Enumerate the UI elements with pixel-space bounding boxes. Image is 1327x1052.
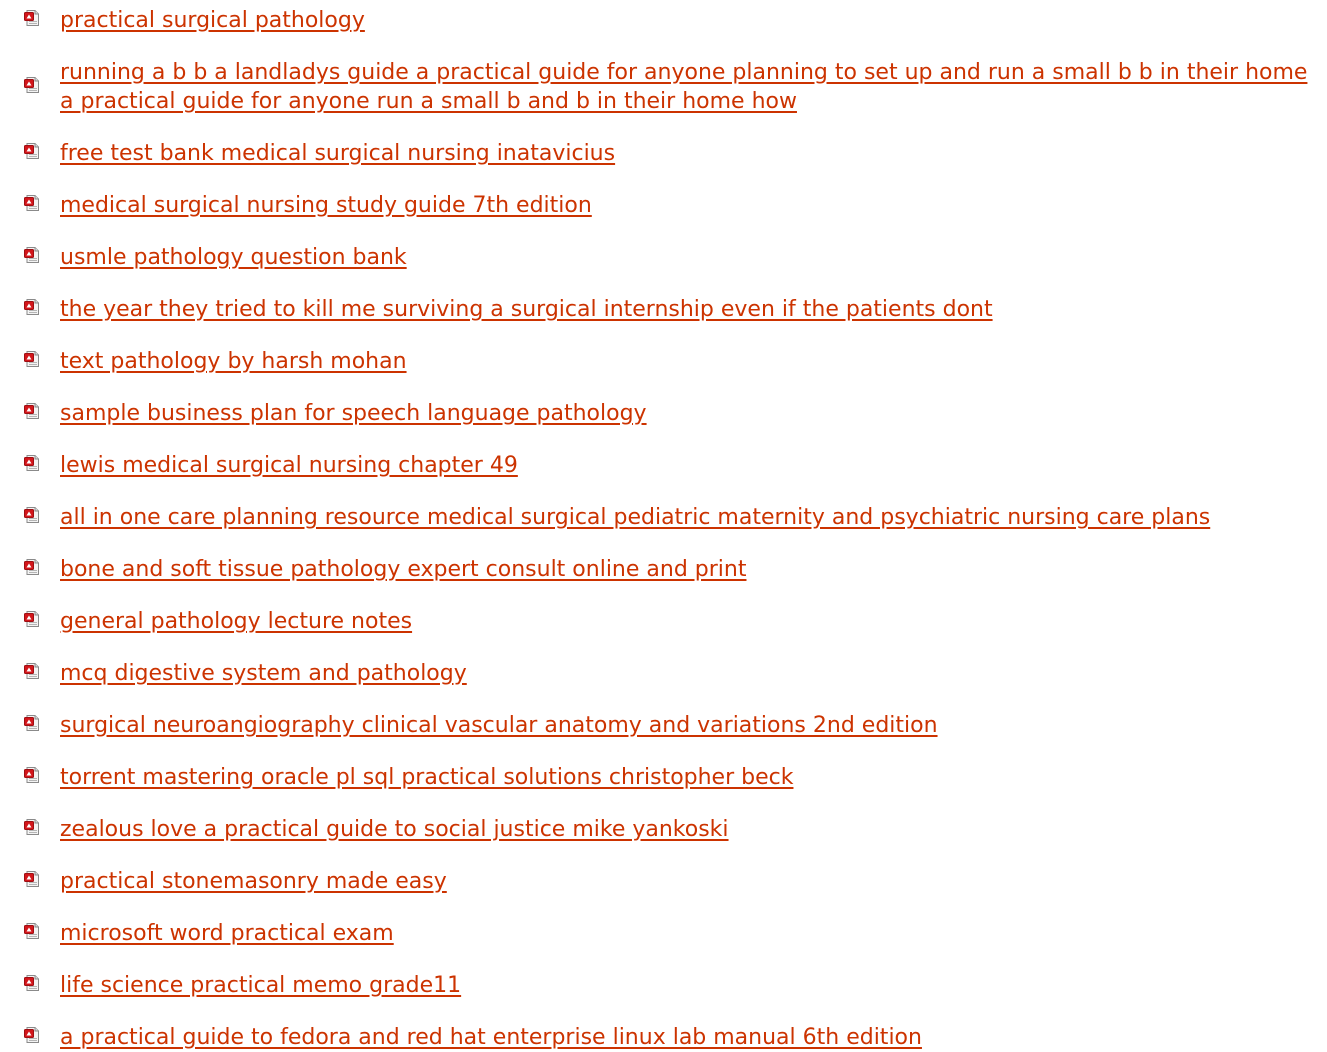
list-item [0, 6, 1327, 35]
list-item [0, 503, 1327, 532]
list-item [0, 659, 1327, 688]
document-link[interactable]: surgical neuroangiography clinical vascular anatomy and variations 2nd edition [60, 713, 938, 738]
document-link[interactable]: medical surgical nursing study guide 7th edition [60, 193, 592, 218]
pdf-icon [24, 871, 40, 887]
document-link-list [0, 6, 1327, 1052]
list-item [0, 399, 1327, 428]
list-item [0, 815, 1327, 844]
pdf-icon [24, 143, 40, 159]
document-link[interactable]: lewis medical surgical nursing chapter 49 [60, 453, 518, 478]
document-link[interactable]: usmle pathology question bank [60, 245, 407, 270]
list-item [0, 555, 1327, 584]
pdf-icon [24, 923, 40, 939]
document-link[interactable]: the year they tried to kill me surviving a surgical internship even if the patients dont [60, 297, 993, 322]
list-item [0, 607, 1327, 636]
list-item [0, 867, 1327, 896]
pdf-icon [24, 1027, 40, 1043]
list-item [0, 58, 1327, 116]
pdf-icon [24, 403, 40, 419]
document-link[interactable]: life science practical memo grade11 [60, 973, 462, 998]
list-item [0, 191, 1327, 220]
document-link[interactable]: sample business plan for speech language pathology [60, 401, 647, 426]
pdf-icon [24, 611, 40, 627]
list-item [0, 971, 1327, 1000]
pdf-icon [24, 10, 40, 26]
document-link[interactable]: all in one care planning resource medical surgical pediatric maternity and psychiatric nursing care plans [60, 505, 1211, 530]
document-link[interactable]: text pathology by harsh mohan [60, 349, 407, 374]
list-item [0, 451, 1327, 480]
pdf-icon [24, 299, 40, 315]
pdf-icon [24, 455, 40, 471]
list-item [0, 139, 1327, 168]
list-item [0, 763, 1327, 792]
list-item [0, 243, 1327, 272]
document-link[interactable]: practical stonemasonry made easy [60, 869, 447, 894]
pdf-icon [24, 351, 40, 367]
document-link[interactable]: practical surgical pathology [60, 8, 365, 33]
document-link[interactable]: zealous love a practical guide to social justice mike yankoski [60, 817, 729, 842]
list-item [0, 711, 1327, 740]
pdf-icon [24, 663, 40, 679]
pdf-icon [24, 975, 40, 991]
document-link[interactable]: torrent mastering oracle pl sql practical solutions christopher beck [60, 765, 794, 790]
pdf-icon [24, 819, 40, 835]
pdf-icon [24, 767, 40, 783]
document-link[interactable]: running a b b a landladys guide a practical guide for anyone planning to set up and run a small b b in their home a practical guide for anyone run a small b and b in their home how [60, 60, 1308, 114]
document-link[interactable]: general pathology lecture notes [60, 609, 413, 634]
document-link[interactable]: microsoft word practical exam [60, 921, 394, 946]
pdf-icon [24, 559, 40, 575]
pdf-icon [24, 195, 40, 211]
list-item [0, 1023, 1327, 1052]
pdf-icon [24, 77, 40, 93]
document-link[interactable]: bone and soft tissue pathology expert consult online and print [60, 557, 747, 582]
pdf-icon [24, 247, 40, 263]
list-item [0, 919, 1327, 948]
document-link[interactable]: a practical guide to fedora and red hat enterprise linux lab manual 6th edition [60, 1025, 922, 1050]
list-item [0, 347, 1327, 376]
document-link[interactable]: mcq digestive system and pathology [60, 661, 467, 686]
list-item [0, 295, 1327, 324]
document-link[interactable]: free test bank medical surgical nursing inatavicius [60, 141, 616, 166]
pdf-icon [24, 507, 40, 523]
pdf-icon [24, 715, 40, 731]
